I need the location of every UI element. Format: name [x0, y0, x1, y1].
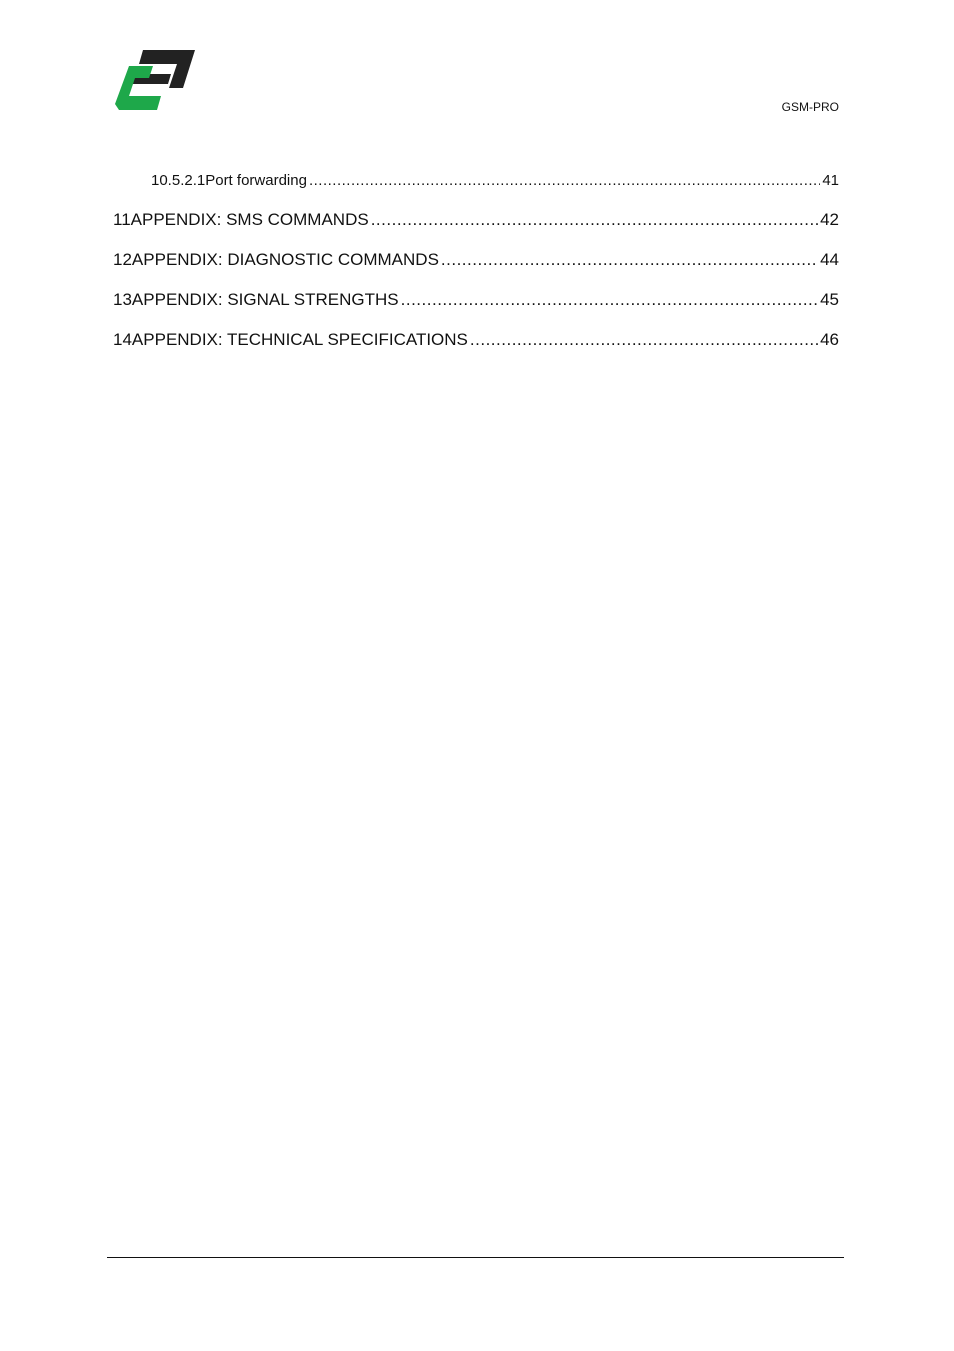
- toc-entry[interactable]: [113, 280, 839, 320]
- toc-entry[interactable]: [113, 320, 839, 360]
- toc-entry-number: 10.5.2.1: [151, 171, 206, 189]
- toc-entry-page: 44: [820, 250, 839, 269]
- toc-entry-title: APPENDIX: TECHNICAL SPECIFICATIONS: [131, 330, 468, 349]
- toc-dot-leader: [309, 172, 820, 189]
- toc-entry-title: APPENDIX: SMS COMMANDS: [130, 210, 369, 229]
- toc-entry[interactable]: [113, 240, 839, 280]
- toc-entry-number: 14: [113, 330, 132, 349]
- toc-entry[interactable]: [113, 200, 839, 240]
- toc-entry-page: 41: [822, 171, 839, 189]
- company-logo: [113, 48, 197, 112]
- toc-entry-page: 46: [820, 330, 839, 349]
- toc-dot-leader: [371, 210, 818, 230]
- toc-entry-title: Port forwarding: [205, 171, 307, 189]
- toc-entry-number: 13: [113, 290, 132, 309]
- logo-icon: [113, 48, 197, 112]
- document-label: GSM-PRO: [781, 100, 839, 114]
- footer-divider: [107, 1257, 844, 1258]
- toc-entry-page: 45: [820, 290, 839, 309]
- table-of-contents: [113, 160, 839, 360]
- toc-entry[interactable]: [113, 160, 839, 200]
- toc-entry-number: 11: [113, 210, 131, 229]
- toc-dot-leader: [441, 250, 818, 270]
- toc-entry-page: 42: [820, 210, 839, 229]
- toc-dot-leader: [401, 290, 818, 310]
- toc-entry-title: APPENDIX: DIAGNOSTIC COMMANDS: [131, 250, 439, 269]
- toc-entry-title: APPENDIX: SIGNAL STRENGTHS: [131, 290, 399, 309]
- toc-entry-number: 12: [113, 250, 132, 269]
- toc-dot-leader: [470, 330, 818, 350]
